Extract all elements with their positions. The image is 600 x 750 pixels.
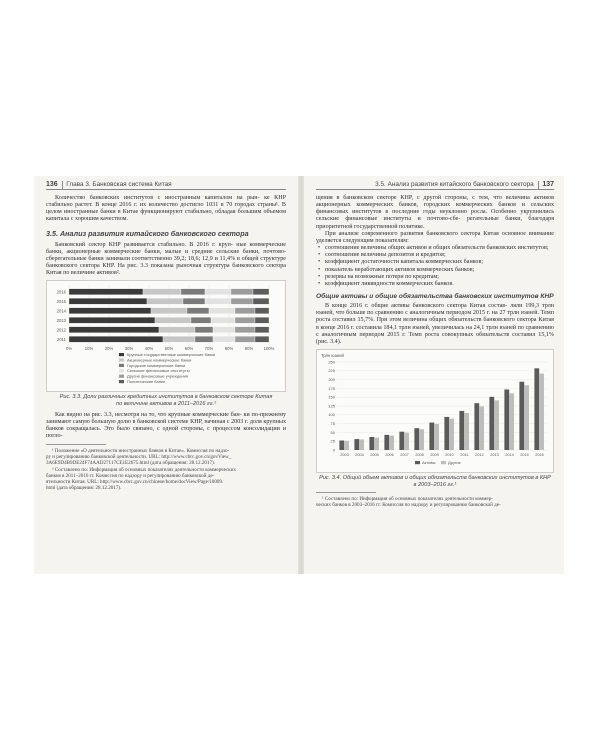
- x-tick-label: 70%: [204, 346, 214, 352]
- bar-segment: [187, 308, 209, 314]
- text-line: этом величина общих обязательств банковского сектора Китая в конце: [316, 317, 554, 331]
- bar-segment: [163, 337, 195, 343]
- text-line: основное внимание уделяется следующим показателям:: [316, 230, 554, 244]
- text-line: сектора Китая по величине активов².: [46, 263, 286, 277]
- bar: [399, 432, 404, 450]
- bar-segment: [235, 327, 255, 333]
- x-tick-label: 60%: [184, 346, 194, 352]
- footnote-line: банков в 2011–2016 гг. Комиссия по надзору и регулированию банковской де-: [46, 472, 215, 479]
- running-head-separator: [62, 181, 63, 189]
- bar: [419, 429, 424, 450]
- bar-segment: [213, 327, 235, 333]
- x-tick-label: 2013: [490, 452, 499, 457]
- bar: [359, 439, 364, 450]
- figure-3-4-caption: [316, 475, 554, 488]
- y-tick-label: 2014: [56, 308, 66, 314]
- subheading: Общие активы и общие обязательства банковских институтов КНР: [316, 293, 554, 301]
- bar: [519, 382, 524, 450]
- x-tick-label: 40%: [144, 346, 154, 352]
- legend-entry: Городские коммерческие банки: [127, 363, 186, 369]
- y-tick-label: 25: [330, 438, 335, 444]
- bar: [464, 413, 469, 450]
- legend-swatch: [119, 375, 124, 378]
- text-line: ные коммерческие банки, акционерные коммерческие банки, малые: [46, 241, 286, 255]
- bar-segment: [147, 299, 183, 305]
- left-intro-paragraph: [46, 195, 286, 224]
- text-line: стабильно, обладая большим объемом капитала с хорошим качеством.: [46, 209, 286, 223]
- y-tick-label: 2011: [56, 337, 66, 343]
- list-item: • соотношение величины депозитов и кредитов;: [316, 252, 554, 259]
- legend-swatch: [119, 370, 124, 373]
- figure-3-4: [316, 349, 554, 473]
- caption-line: Рис. 3.3. Доли различных кредитных институтов в банковском секторе Китая: [59, 394, 273, 401]
- legend-entry: Другие финансовые учреждения: [127, 374, 189, 380]
- x-tick-label: 80%: [224, 346, 234, 352]
- text-line: При анализе современного развития банковского сектора Китая: [325, 230, 499, 237]
- bar: [524, 385, 529, 450]
- text-line: банков и сельских финансовых институтов в последние годы неуклонно: [316, 202, 554, 216]
- bar-segment: [213, 337, 235, 343]
- y-tick-label: 2015: [56, 299, 66, 305]
- list-item: • коэффициент достаточности капитала коммерческих банков;: [316, 259, 554, 266]
- indicator-list: [316, 245, 554, 288]
- text-line: ляли 199,3 трлн юаней, что больше по сравнению с аналогичным: [316, 303, 554, 317]
- text-line: ке КНР стабильно растет. В конце 2016 г. их количество достигло 1031: [46, 195, 286, 209]
- legend-entry: Политические банки: [127, 379, 165, 385]
- bar: [344, 441, 349, 450]
- bar-segment: [235, 308, 255, 314]
- stacked-bar-chart: [47, 281, 285, 391]
- bar: [449, 419, 454, 450]
- legend-swatch: [415, 461, 420, 464]
- legend-swatch: [119, 359, 124, 362]
- legend-entry: Сельские финансовые институты: [127, 368, 190, 374]
- bar-segment: [191, 318, 211, 324]
- y-tick-label: 225: [328, 368, 335, 374]
- text-line: по сравнению с аналогичным периодом 2015 г. Темп роста совокупных: [316, 324, 554, 338]
- y-tick-label: 150: [328, 394, 335, 400]
- bar-segment: [231, 289, 253, 295]
- y-tick-label: 100: [328, 412, 335, 418]
- x-tick-label: 2006: [385, 452, 394, 457]
- footnote-rule: [316, 492, 376, 493]
- footnote-line: 3A6E9D4B9DE24F74AAD27117CE1E2675.html (дата обращения: 28.12.2017).: [46, 460, 215, 467]
- left-footnotes: [46, 448, 286, 491]
- x-tick-label: 2012: [475, 452, 484, 457]
- text-line: связано, с одной стороны, с процессом консолидации и погло-: [46, 425, 286, 440]
- list-item: [316, 245, 554, 252]
- text-line: и средние сельские банки, почтово-сберегательные банки занимали: [46, 248, 286, 262]
- right-running-head: [316, 180, 554, 190]
- x-tick-label: 2014: [505, 452, 514, 457]
- x-tick-label: 2003: [340, 452, 349, 457]
- bar-segment: [195, 327, 213, 333]
- left-paragraph-2: [46, 412, 286, 441]
- footnote-line: ² Составлено по: Информация об основных показателях деятельности коммерческих: [52, 466, 237, 473]
- bar-segment: [159, 327, 195, 333]
- x-tick-label: 2010: [445, 452, 454, 457]
- bar-segment: [69, 337, 163, 343]
- legend-entry: Другие: [448, 459, 461, 465]
- caption-line: Рис. 3.4. Общий объем активов и общих обязательств банковских институтов в КНР: [319, 474, 551, 481]
- y-tick-label: 2016: [56, 289, 66, 295]
- y-tick-label: 2013: [56, 318, 66, 324]
- text-line: в 70 городах страны¹. В целом иностранные банки в Китае функционируют: [46, 202, 286, 216]
- bar: [474, 403, 479, 450]
- legend-entry: Крупные государственные коммерческие банки: [127, 352, 216, 358]
- text-line: активов акционерных коммерческих банков, городских коммерческих: [316, 195, 554, 209]
- figure-3-3-caption: [46, 394, 286, 407]
- bar: [504, 389, 509, 450]
- bar: [339, 440, 344, 450]
- y-tick-label: 2012: [56, 327, 66, 333]
- bar: [384, 435, 389, 450]
- bar-segment: [253, 299, 269, 305]
- left-running-head-title: Глава 3. Банковская система Китая: [66, 181, 172, 188]
- bar: [434, 424, 439, 450]
- y-tick-label: 50: [330, 429, 335, 435]
- right-paragraph-3: [316, 303, 554, 346]
- bar: [534, 368, 539, 450]
- book-spread: [34, 176, 564, 574]
- bar-segment: [181, 289, 205, 295]
- y-axis-label: Трлн юаней: [321, 352, 344, 358]
- legend-swatch: [119, 364, 124, 367]
- x-tick-label: 2015: [520, 452, 529, 457]
- y-tick-label: 175: [328, 385, 335, 391]
- bar-segment: [255, 318, 269, 324]
- text-line: сектора КНР. На рис. 3.3 показана рыночная структура банковского: [80, 263, 264, 270]
- list-item: • резервы на возможные потери по кредитам;: [316, 274, 554, 281]
- bar: [459, 411, 464, 450]
- bar-segment: [195, 337, 213, 343]
- bar-segment: [69, 327, 159, 333]
- right-running-head-title: 3.5. Анализ развития китайского банковского сектора: [375, 181, 534, 188]
- text-line: ки по-прежнему занимают самую большую долю в банковской системе: [46, 411, 286, 425]
- footnote-line: ¹ Положение «О деятельности иностранных банков в Китае». Комиссия по надзо-: [52, 448, 230, 455]
- y-tick-label: 250: [328, 359, 335, 365]
- y-tick-label: 0: [332, 447, 335, 453]
- footnote-line: ру и регулированию банковской деятельности. URL: http://www.cbrc.gov.cn/govView_: [46, 454, 232, 461]
- caption-line: в 2003–2016 гг.¹: [413, 481, 457, 488]
- x-tick-label: 50%: [164, 346, 174, 352]
- bar-segment: [155, 318, 191, 324]
- bar: [369, 437, 374, 450]
- x-tick-label: 100%: [263, 346, 275, 352]
- bar-segment: [205, 299, 231, 305]
- bar-segment: [69, 318, 155, 324]
- bar: [389, 436, 394, 450]
- legend-entry: Активы: [422, 459, 436, 465]
- legend-swatch: [119, 380, 124, 383]
- running-head-separator: [538, 181, 539, 189]
- text-line: росла. Особенно укрупнились сельские финансовые институты и почтово-сбе-: [316, 209, 554, 223]
- text-line: КНР, начиная с 2003 г. доля крупных банков сокращалась. Это было: [46, 418, 287, 432]
- y-tick-label: 75: [330, 420, 335, 426]
- text-line: Банковский сектор КНР развивается стабильно. В 2016 г. круп-: [55, 241, 233, 248]
- list-item-text: банковских институтов;: [486, 245, 549, 252]
- bar-segment: [255, 327, 269, 333]
- x-tick-label: 20%: [104, 346, 114, 352]
- bar-segment: [255, 308, 269, 314]
- right-page: [304, 176, 564, 574]
- bar-segment: [143, 289, 181, 295]
- bar-segment: [183, 299, 205, 305]
- bar: [539, 374, 544, 450]
- x-tick-label: 10%: [84, 346, 94, 352]
- list-item-text: соотношение величины общих активов и общих обязательств: [325, 245, 485, 252]
- right-page-number: 137: [542, 181, 554, 188]
- bar-segment: [231, 299, 253, 305]
- bar: [414, 428, 419, 450]
- bar-segment: [255, 337, 269, 343]
- bar: [444, 417, 449, 450]
- bar-segment: [211, 318, 235, 324]
- x-tick-label: 30%: [124, 346, 134, 352]
- bar: [479, 406, 484, 450]
- left-page: [34, 176, 298, 574]
- text-line: В конце 2016 г. общие активы банковского сектора Китая состав-: [325, 303, 508, 310]
- bar-segment: [205, 289, 231, 295]
- right-paragraph-2: [316, 231, 554, 245]
- text-line: Количество банковских институтов с иностранным капиталом на рын-: [55, 195, 260, 201]
- list-item: • коэффициент ликвидности коммерческих банков.: [316, 281, 554, 288]
- y-tick-label: 125: [328, 403, 335, 409]
- figure-3-3: [46, 280, 286, 392]
- text-line: 2016 г. составила 184,1 трлн юаней, увеличилась на 24,1 трлн юаней: [337, 324, 517, 331]
- legend-swatch: [441, 461, 446, 464]
- bar-segment: [151, 308, 187, 314]
- text-line: обязательств составил 15,1% (рис. 3.4).: [316, 331, 555, 345]
- bar-segment: [209, 308, 235, 314]
- caption-line: по величине активов в 2011–2016 гг.²: [116, 401, 216, 407]
- legend-swatch: [119, 353, 124, 356]
- bar: [354, 439, 359, 450]
- grouped-bar-chart: [317, 350, 553, 472]
- bar-segment: [235, 318, 255, 324]
- bar: [429, 423, 434, 450]
- footnote-rule: [46, 444, 106, 445]
- bar: [404, 433, 409, 450]
- text-line: соответственно 39,2; 18,6; 12,9 и 11,4% в общей структуре банковского: [46, 255, 286, 270]
- y-tick-label: 200: [328, 376, 335, 382]
- x-tick-label: 0%: [65, 346, 73, 352]
- bar-segment: [69, 299, 147, 305]
- bar: [494, 400, 499, 450]
- bar-segment: [69, 308, 151, 314]
- left-paragraph-1: [46, 242, 286, 278]
- section-heading: 3.5. Анализ развития китайского банковского сектора: [46, 228, 249, 238]
- right-footnotes: [316, 496, 554, 508]
- x-tick-label: 2004: [355, 452, 364, 457]
- x-tick-label: 90%: [244, 346, 254, 352]
- left-page-number: 136: [46, 181, 58, 188]
- footnote-line: html (дата обращения: 28.12.2017).: [46, 484, 122, 491]
- x-tick-label: 2016: [535, 452, 544, 457]
- x-tick-label: 2008: [415, 452, 424, 457]
- left-running-head: [46, 180, 286, 190]
- bar: [374, 438, 379, 450]
- x-tick-label: 2005: [370, 452, 379, 457]
- x-tick-label: 2009: [430, 452, 439, 457]
- bar-segment: [253, 289, 269, 295]
- footnote-line: ¹ Составлено по: Информация об основных показателях деятельности коммер-: [322, 496, 493, 503]
- bar: [509, 393, 514, 450]
- footnote-line: ческих банков в 2003–2016 гг. Комиссия по надзору и регулированию банковской де-: [316, 502, 501, 509]
- text-line: Как видно на рис. 3.3, несмотря на то, что крупные коммерческие бан-: [55, 411, 242, 418]
- text-line: регательные банки, благодаря приоритетной государственной политике.: [316, 216, 554, 230]
- text-line: периодом 2015 г. на 27 трлн юаней. Темп роста составил 15,7%. При: [316, 310, 554, 324]
- x-tick-label: 2007: [400, 452, 409, 457]
- legend-entry: Акционерные коммерческие банки: [127, 357, 192, 363]
- bar-segment: [235, 337, 255, 343]
- right-paragraph-1: [316, 195, 554, 231]
- list-item: • показатель неработающих активов коммерческих банков;: [316, 267, 554, 274]
- x-tick-label: 2011: [460, 452, 469, 457]
- footnote-line: ятельности Китая. URL: http://www.cbrc.gov.cn/chinese/home/docView/Page/10009.: [46, 478, 224, 485]
- text-line: щения в банковском секторе КНР, с другой стороны, с тем, что величина: [316, 195, 530, 201]
- bar-segment: [69, 289, 143, 295]
- bar: [489, 397, 494, 450]
